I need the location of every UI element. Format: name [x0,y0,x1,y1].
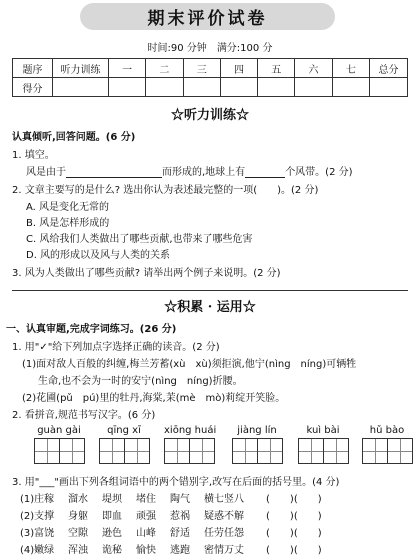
score-head-cell: 三 [183,59,220,78]
pinyin-label: xiōng huái [164,425,217,436]
listening-section-title: ☆听力训练☆ [170,108,249,123]
writing-box[interactable] [257,438,283,464]
score-cell[interactable] [109,78,146,97]
word-item[interactable]: 愉快 [136,545,156,556]
score-cell[interactable] [183,78,220,97]
accumulate-section-title: ☆积累 · 运用☆ [164,300,256,315]
listening-q1: 1. 填空。 [12,150,55,161]
word-item[interactable]: 惹祸 [170,511,190,522]
word-item[interactable]: 横七竖八 [204,494,244,505]
score-table-row [13,78,408,97]
word-item[interactable]: 任劳任怨 [204,528,244,539]
accumulate-q1-2[interactable]: (2)花圃(pǔ pú)里的牡丹,海棠,茉(mè mò)莉绽开笑脸。 [22,393,286,404]
section-divider [12,290,408,291]
word-row [20,524,322,539]
answer-paren[interactable]: ( ) [266,494,294,505]
score-cell[interactable] [295,78,332,97]
word-row-label: (1)庄稼 [20,494,55,505]
word-item[interactable]: 浑浊 [68,545,88,556]
score-cell[interactable] [332,78,369,97]
accumulate-q2: 2. 看拼音,规范书写汉字。(6 分) [12,410,156,421]
q1-text-c: 个风带。(2 分) [285,167,353,178]
score-head-cell: 题序 [13,59,53,78]
q1-text-b: 而形成的,地球上有 [162,167,246,178]
listening-option-a[interactable]: A. 风是变化无常的 [26,202,110,213]
writing-box[interactable] [59,438,85,464]
listening-option-c[interactable]: C. 风给我们人类做出了哪些贡献,也带来了哪些危害 [26,234,253,245]
word-item[interactable]: 堤坝 [102,494,122,505]
score-head-cell: 五 [258,59,295,78]
score-cell[interactable] [370,78,408,97]
word-item[interactable]: 空隙 [68,528,88,539]
pinyin-label: kuì bài [306,425,340,436]
score-cell[interactable] [53,78,109,97]
pinyin-group [232,425,282,464]
score-head-cell: 总分 [370,59,408,78]
writing-box[interactable] [232,438,258,464]
score-head-cell: 七 [332,59,369,78]
word-row-label: (3)富饶 [20,528,55,539]
listening-q1-text [26,163,353,178]
accumulate-q1: 1. 用"✓"给下列加点字选择正确的读音。(2 分) [12,342,220,353]
exam-title: 期末评价试卷 [80,3,335,30]
listening-option-d[interactable]: D. 风的形成以及风与人类的关系 [26,250,171,261]
writing-box[interactable] [323,438,349,464]
answer-paren[interactable]: ( ) [293,545,322,556]
pinyin-group [298,425,348,464]
pinyin-label: guàn gài [37,425,81,436]
score-head-cell: 二 [146,59,183,78]
answer-paren[interactable]: ( ) [293,511,322,522]
accumulate-q1-1[interactable]: (1)面对敌人百般的纠缠,梅兰芳蓄(xù xù)须拒演,他宁(nìng níng)可辆牲 [22,359,357,370]
listening-q2: 2. 文章主要写的是什么? 选出你认为表述最完整的一项( )。(2 分) [12,185,319,196]
exam-time: 时间:90 分钟 [147,43,207,54]
word-row [20,541,322,556]
pinyin-group [362,425,412,464]
word-row [20,507,322,522]
listening-option-b[interactable]: B. 风是怎样形成的 [26,218,110,229]
q1-blank-2[interactable] [245,167,285,178]
pinyin-group [99,425,149,464]
answer-paren[interactable]: ( ) [293,494,322,505]
accumulate-section-1: 一、认真审题,完成字词练习。(26 分) [6,324,177,335]
pinyin-group [34,425,84,464]
writing-box[interactable] [99,438,125,464]
pinyin-writing-row [14,425,414,465]
word-item[interactable]: 山峰 [136,528,156,539]
answer-paren[interactable]: ( ) [266,545,294,556]
word-item[interactable]: 身躯 [68,511,88,522]
word-row-label: (2)支撑 [20,511,55,522]
word-item[interactable]: 即血 [102,511,122,522]
word-row [20,490,322,505]
accumulate-q1-1b[interactable]: 生命,也不会为一时的安宁(nìng níng)折腰。 [38,376,243,387]
exam-full-score: 满分:100 分 [216,43,273,54]
score-head-cell: 四 [220,59,257,78]
score-row-label: 得分 [13,78,53,97]
word-item[interactable]: 诡秘 [102,545,122,556]
accumulate-q3: 3. 用"___"画出下列各组词语中的两个错别字,改写在后面的括号里。(4 分) [12,477,340,488]
word-item[interactable]: 陶气 [170,494,190,505]
score-head-cell: 六 [295,59,332,78]
answer-paren[interactable]: ( ) [266,511,294,522]
score-cell[interactable] [146,78,183,97]
word-item[interactable]: 顽强 [136,511,156,522]
writing-box[interactable] [124,438,150,464]
q1-blank-1[interactable] [66,167,162,178]
word-item[interactable]: 舒适 [170,528,190,539]
score-cell[interactable] [220,78,257,97]
word-item[interactable]: 逊色 [102,528,122,539]
score-head-cell: 听力训练 [53,59,109,78]
q1-text-a: 风是由于 [26,167,66,178]
answer-paren[interactable]: ( ) [266,528,294,539]
word-item[interactable]: 逃跑 [170,545,190,556]
writing-box[interactable] [298,438,324,464]
score-table-header [13,59,408,78]
writing-box[interactable] [387,438,413,464]
score-table [12,58,408,97]
pinyin-label: jiàng lín [237,425,277,436]
word-item[interactable]: 溜水 [68,494,88,505]
writing-box[interactable] [362,438,388,464]
word-item[interactable]: 密情万丈 [204,545,244,556]
listening-q3: 3. 风为人类做出了哪些贡献? 请举出两个例子来说明。(2 分) [12,268,281,279]
answer-paren[interactable]: ( ) [293,528,322,539]
writing-box[interactable] [34,438,60,464]
pinyin-group [164,425,216,464]
score-head-cell: 一 [109,59,146,78]
word-item[interactable]: 疑惑不解 [204,511,244,522]
listening-instruction: 认真倾听,回答问题。(6 分) [12,132,136,143]
word-row-label: (4)嫩绿 [20,545,55,556]
exam-meta [0,39,420,54]
pinyin-label: hǔ bào [369,425,405,436]
pinyin-label: qīng xī [107,425,141,436]
writing-box[interactable] [189,438,215,464]
writing-box[interactable] [164,438,190,464]
word-item[interactable]: 堵住 [136,494,156,505]
score-cell[interactable] [258,78,295,97]
